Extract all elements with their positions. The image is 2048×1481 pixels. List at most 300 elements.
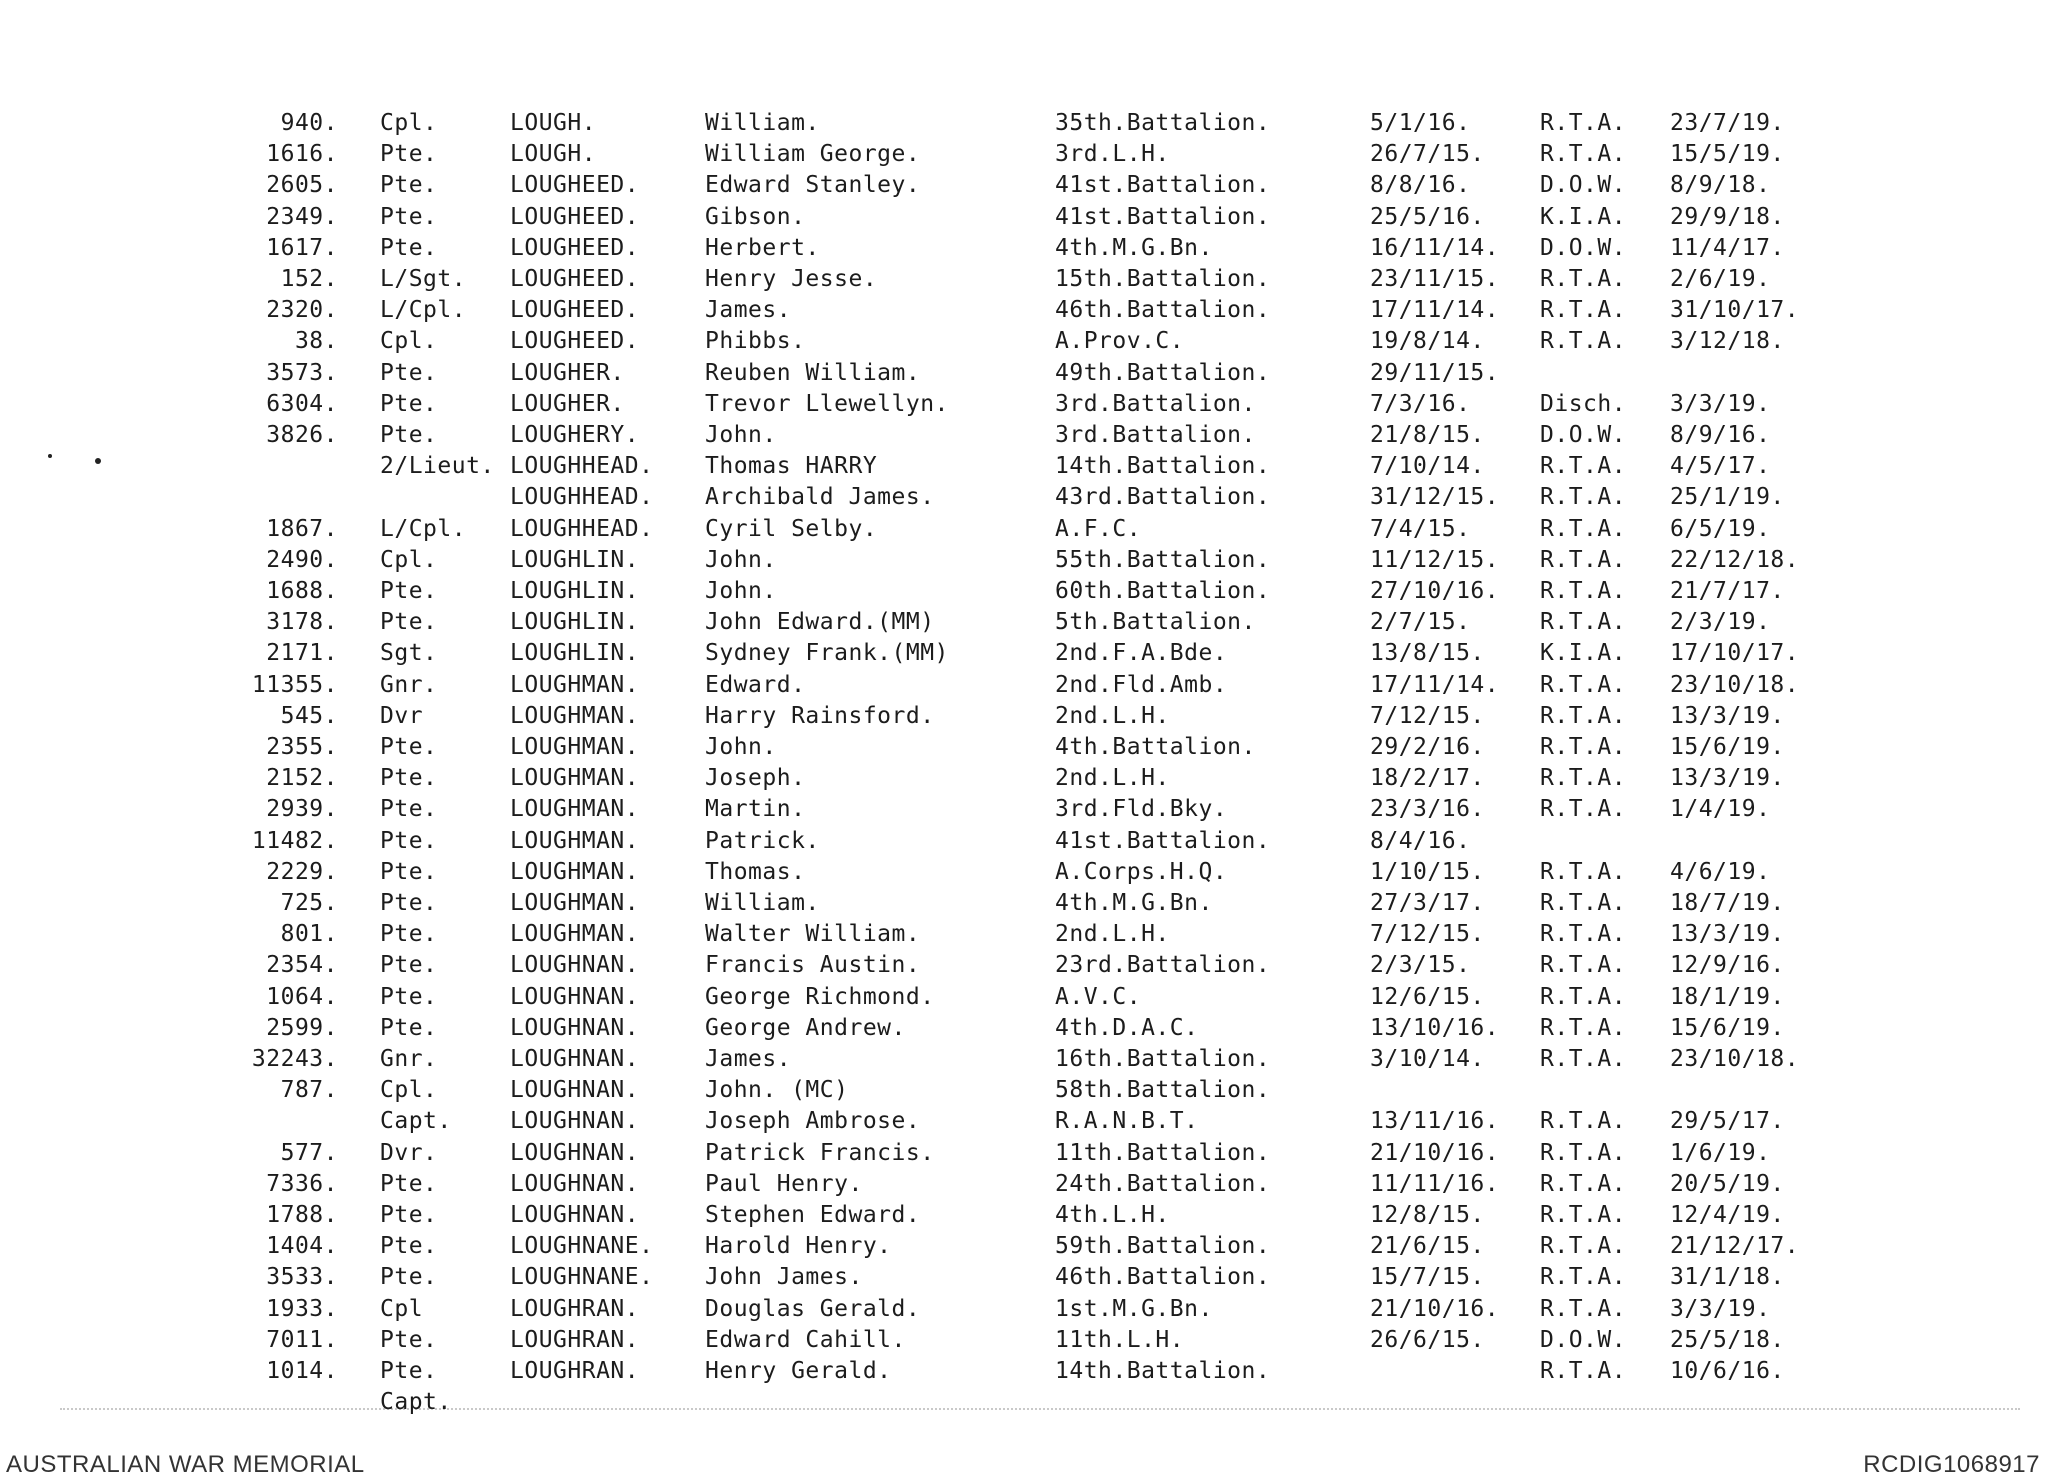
roll-entry — [0, 1262, 2048, 1292]
given-names: Douglas Gerald. — [705, 1295, 921, 1322]
rank: Pte. — [380, 796, 438, 823]
service-number: 7011. — [266, 1326, 338, 1353]
fate: R.T.A. — [1540, 1264, 1627, 1291]
surname: LOUGHMAN. — [510, 921, 640, 948]
roll-entry — [0, 233, 2048, 263]
unit: 3rd.L.H. — [1055, 141, 1170, 168]
unit: 4th.L.H. — [1055, 1202, 1170, 1228]
surname: LOUGHNAN. — [510, 1202, 640, 1228]
unit: 59th.Battalion. — [1055, 1233, 1271, 1260]
unit: 4th.M.G.Bn. — [1055, 234, 1213, 261]
given-names: Francis Austin. — [705, 952, 921, 979]
rank: Pte. — [380, 609, 438, 636]
fate-date: 21/7/17. — [1670, 578, 1785, 604]
enlistment-date: 27/10/16. — [1370, 578, 1500, 604]
unit: 4th.D.A.C. — [1055, 1014, 1199, 1041]
fate-date: 20/5/19. — [1670, 1170, 1785, 1197]
fate: R.T.A. — [1540, 1046, 1627, 1072]
enlistment-date: 23/3/16. — [1370, 796, 1485, 823]
roll-entry — [0, 170, 2048, 200]
fate: R.T.A. — [1540, 297, 1627, 324]
service-number: 1933. — [266, 1295, 338, 1322]
fate-date: 31/10/17. — [1670, 297, 1800, 324]
enlistment-date: 2/7/15. — [1370, 609, 1471, 636]
enlistment-date: 18/2/17. — [1370, 765, 1485, 792]
enlistment-date: 13/8/15. — [1370, 640, 1485, 667]
enlistment-date: 16/11/14. — [1370, 234, 1500, 261]
fate-date: 31/1/18. — [1670, 1264, 1785, 1291]
rank: Pte. — [380, 172, 438, 199]
given-names: Gibson. — [705, 203, 806, 230]
given-names: Phibbs. — [705, 328, 806, 355]
roll-entry — [0, 1325, 2048, 1355]
service-number: 2354. — [266, 952, 338, 979]
given-names: Trevor Llewellyn. — [705, 390, 949, 417]
fate: R.T.A. — [1540, 1202, 1627, 1228]
rank: Pte. — [380, 359, 438, 386]
given-names: John. — [705, 578, 777, 604]
enlistment-date: 13/10/16. — [1370, 1014, 1500, 1041]
unit: 3rd.Battalion. — [1055, 422, 1256, 448]
unit: A.V.C. — [1055, 983, 1142, 1010]
enlistment-date: 7/3/16. — [1370, 390, 1471, 417]
fate: R.T.A. — [1540, 671, 1627, 698]
fate: D.O.W. — [1540, 422, 1627, 448]
given-names: Edward. — [705, 671, 806, 698]
surname: LOUGHHEAD. — [510, 453, 654, 480]
given-names: Patrick Francis. — [705, 1139, 935, 1166]
service-number: 2349. — [266, 203, 338, 230]
roll-entry — [0, 514, 2048, 544]
given-names: Herbert. — [705, 234, 820, 261]
unit: 3rd.Battalion. — [1055, 390, 1256, 417]
fate-date: 25/1/19. — [1670, 484, 1785, 511]
service-number: 1688. — [266, 578, 338, 604]
roll-entry — [0, 982, 2048, 1012]
enlistment-date: 21/6/15. — [1370, 1233, 1485, 1260]
surname: LOUGHNAN. — [510, 1077, 640, 1104]
rank: Pte. — [380, 234, 438, 261]
surname: LOUGHNAN. — [510, 1170, 640, 1197]
rank: Cpl — [380, 1295, 424, 1322]
service-number: 3573. — [266, 359, 338, 386]
roll-entry — [0, 763, 2048, 793]
roll-entry — [0, 1106, 2048, 1136]
unit: 43rd.Battalion. — [1055, 484, 1271, 511]
fate: R.T.A. — [1540, 515, 1627, 542]
enlistment-date: 26/6/15. — [1370, 1326, 1485, 1353]
surname: LOUGHEED. — [510, 266, 640, 292]
fate-date: 3/3/19. — [1670, 1295, 1771, 1322]
given-names: George Richmond. — [705, 983, 935, 1010]
service-number: 787. — [280, 1077, 338, 1104]
unit: 58th.Battalion. — [1055, 1077, 1271, 1104]
fate: K.I.A. — [1540, 640, 1627, 667]
given-names: John James. — [705, 1264, 863, 1291]
fate-date: 3/3/19. — [1670, 390, 1771, 417]
enlistment-date: 12/8/15. — [1370, 1202, 1485, 1228]
fate-date: 22/12/18. — [1670, 546, 1800, 573]
roll-entry — [0, 358, 2048, 388]
service-number: 1404. — [266, 1233, 338, 1260]
roll-entry — [0, 857, 2048, 887]
fate: R.T.A. — [1540, 546, 1627, 573]
surname: LOUGHEED. — [510, 328, 640, 355]
surname: LOUGHER. — [510, 390, 625, 417]
given-names: William George. — [705, 141, 921, 168]
unit: 35th.Battalion. — [1055, 110, 1271, 136]
unit: 46th.Battalion. — [1055, 1264, 1271, 1291]
enlistment-date: 29/2/16. — [1370, 734, 1485, 760]
rank: Pte. — [380, 952, 438, 979]
surname: LOUGHNAN. — [510, 952, 640, 979]
fate-date: 4/5/17. — [1670, 453, 1771, 480]
roll-entry — [0, 607, 2048, 637]
fate-date: 6/5/19. — [1670, 515, 1771, 542]
fate-date: 12/4/19. — [1670, 1202, 1785, 1228]
fate: R.T.A. — [1540, 1108, 1627, 1135]
fate-date: 2/6/19. — [1670, 266, 1771, 292]
roll-entry — [0, 794, 2048, 824]
rank: L/Cpl. — [380, 515, 467, 542]
fate-date: 23/10/18. — [1670, 1046, 1800, 1072]
enlistment-date: 1/10/15. — [1370, 858, 1485, 885]
roll-entry — [0, 638, 2048, 668]
roll-entry — [0, 1075, 2048, 1105]
roll-entry — [0, 326, 2048, 356]
rank: L/Cpl. — [380, 297, 467, 324]
rank: Pte. — [380, 858, 438, 885]
roll-entry — [0, 545, 2048, 575]
fate: R.T.A. — [1540, 890, 1627, 916]
enlistment-date: 5/1/16. — [1370, 110, 1471, 136]
unit: 41st.Battalion. — [1055, 203, 1271, 230]
roll-entry — [0, 1013, 2048, 1043]
rank: Cpl. — [380, 110, 438, 136]
rank: Pte. — [380, 1326, 438, 1353]
surname: LOUGHNAN. — [510, 983, 640, 1010]
fate: R.T.A. — [1540, 266, 1627, 292]
service-number: 3533. — [266, 1264, 338, 1291]
rank: Pte. — [380, 1233, 438, 1260]
service-number: 1064. — [266, 983, 338, 1010]
unit: 1st.M.G.Bn. — [1055, 1295, 1213, 1322]
service-number: 2355. — [266, 734, 338, 760]
given-names: James. — [705, 297, 792, 324]
surname: LOUGHRAN. — [510, 1358, 640, 1384]
rank: Gnr. — [380, 1046, 438, 1072]
enlistment-date: 8/4/16. — [1370, 827, 1471, 854]
service-number: 7336. — [266, 1170, 338, 1197]
roll-entry — [0, 482, 2048, 512]
fate: R.T.A. — [1540, 983, 1627, 1010]
fate: D.O.W. — [1540, 1326, 1627, 1353]
enlistment-date: 15/7/15. — [1370, 1264, 1485, 1291]
roll-entry — [0, 1387, 2048, 1417]
surname: LOUGHNANE. — [510, 1264, 654, 1291]
fate-date: 3/12/18. — [1670, 328, 1785, 355]
given-names: Patrick. — [705, 827, 820, 854]
service-number: 725. — [280, 890, 338, 916]
given-names: Paul Henry. — [705, 1170, 863, 1197]
rank: Pte. — [380, 1264, 438, 1291]
rank: Pte. — [380, 734, 438, 760]
fate-date: 4/6/19. — [1670, 858, 1771, 885]
surname: LOUGHEED. — [510, 203, 640, 230]
rank: Pte. — [380, 890, 438, 916]
rank: Cpl. — [380, 1077, 438, 1104]
fate: D.O.W. — [1540, 234, 1627, 261]
fate-date: 1/4/19. — [1670, 796, 1771, 823]
surname: LOUGHER. — [510, 359, 625, 386]
surname: LOUGHMAN. — [510, 827, 640, 854]
unit: 2nd.L.H. — [1055, 921, 1170, 948]
fate-date: 15/6/19. — [1670, 1014, 1785, 1041]
roll-entry — [0, 670, 2048, 700]
rank: Pte. — [380, 203, 438, 230]
unit: 14th.Battalion. — [1055, 453, 1271, 480]
service-number: 2320. — [266, 297, 338, 324]
enlistment-date: 11/12/15. — [1370, 546, 1500, 573]
rank: Pte. — [380, 1170, 438, 1197]
unit: R.A.N.B.T. — [1055, 1108, 1199, 1135]
service-number: 152. — [280, 266, 338, 292]
service-number: 11482. — [251, 827, 338, 854]
fate: R.T.A. — [1540, 796, 1627, 823]
rank: Pte. — [380, 1358, 438, 1384]
surname: LOUGHNAN. — [510, 1108, 640, 1135]
fate-date: 25/5/18. — [1670, 1326, 1785, 1353]
roll-entry — [0, 826, 2048, 856]
roll-entry — [0, 451, 2048, 481]
roll-entry — [0, 576, 2048, 606]
service-number: 1788. — [266, 1202, 338, 1228]
fate-date: 21/12/17. — [1670, 1233, 1800, 1260]
given-names: Thomas HARRY — [705, 453, 878, 480]
roll-entry — [0, 139, 2048, 169]
fate-date: 8/9/18. — [1670, 172, 1771, 199]
fate: R.T.A. — [1540, 453, 1627, 480]
given-names: James. — [705, 1046, 792, 1072]
service-number: 2229. — [266, 858, 338, 885]
surname: LOUGHMAN. — [510, 858, 640, 885]
service-number: 577. — [280, 1139, 338, 1166]
unit: 23rd.Battalion. — [1055, 952, 1271, 979]
service-number: 32243. — [251, 1046, 338, 1072]
service-number: 545. — [280, 702, 338, 729]
surname: LOUGHLIN. — [510, 578, 640, 604]
fate-date: 2/3/19. — [1670, 609, 1771, 636]
enlistment-date: 26/7/15. — [1370, 141, 1485, 168]
fate: R.T.A. — [1540, 702, 1627, 729]
surname: LOUGHEED. — [510, 297, 640, 324]
rank: Pte. — [380, 983, 438, 1010]
rank: Pte. — [380, 921, 438, 948]
service-number: 6304. — [266, 390, 338, 417]
unit: 3rd.Fld.Bky. — [1055, 796, 1228, 823]
unit: A.Prov.C. — [1055, 328, 1185, 355]
unit: 11th.L.H. — [1055, 1326, 1185, 1353]
rank: Pte. — [380, 827, 438, 854]
surname: LOUGHEED. — [510, 234, 640, 261]
given-names: Henry Jesse. — [705, 266, 878, 292]
footer-identifier: RCDIG1068917 — [1863, 1451, 2040, 1478]
fate-date: 18/7/19. — [1670, 890, 1785, 916]
enlistment-date: 7/12/15. — [1370, 702, 1485, 729]
fate-date: 8/9/16. — [1670, 422, 1771, 448]
service-number: 3826. — [266, 422, 338, 448]
unit: 49th.Battalion. — [1055, 359, 1271, 386]
fate: R.T.A. — [1540, 1295, 1627, 1322]
given-names: John. (MC) — [705, 1077, 849, 1104]
enlistment-date: 17/11/14. — [1370, 297, 1500, 324]
service-number: 38. — [294, 328, 338, 355]
fate-date: 1/6/19. — [1670, 1139, 1771, 1166]
given-names: John. — [705, 422, 777, 448]
service-number: 2605. — [266, 172, 338, 199]
enlistment-date: 7/4/15. — [1370, 515, 1471, 542]
fate-date: 12/9/16. — [1670, 952, 1785, 979]
service-number: 2939. — [266, 796, 338, 823]
fate-date: 11/4/17. — [1670, 234, 1785, 261]
fate: R.T.A. — [1540, 578, 1627, 604]
surname: LOUGHMAN. — [510, 702, 640, 729]
surname: LOUGHERY. — [510, 422, 640, 448]
service-number: 2152. — [266, 765, 338, 792]
roll-entry — [0, 420, 2048, 450]
unit: 24th.Battalion. — [1055, 1170, 1271, 1197]
unit: 41st.Battalion. — [1055, 827, 1271, 854]
rank: Sgt. — [380, 640, 438, 667]
rank: Pte. — [380, 422, 438, 448]
unit: 2nd.L.H. — [1055, 702, 1170, 729]
given-names: Henry Gerald. — [705, 1358, 892, 1384]
unit: 55th.Battalion. — [1055, 546, 1271, 573]
fate-date: 10/6/16. — [1670, 1358, 1785, 1384]
given-names: John. — [705, 734, 777, 760]
fate-date: 13/3/19. — [1670, 702, 1785, 729]
unit: 2nd.Fld.Amb. — [1055, 671, 1228, 698]
rank: Pte. — [380, 578, 438, 604]
unit: 5th.Battalion. — [1055, 609, 1256, 636]
roll-entry — [0, 888, 2048, 918]
service-number: 1616. — [266, 141, 338, 168]
fate: R.T.A. — [1540, 1233, 1627, 1260]
rank: Dvr. — [380, 1139, 438, 1166]
enlistment-date: 19/8/14. — [1370, 328, 1485, 355]
given-names: Martin. — [705, 796, 806, 823]
surname: LOUGHHEAD. — [510, 484, 654, 511]
service-number: 2490. — [266, 546, 338, 573]
enlistment-date: 21/10/16. — [1370, 1295, 1500, 1322]
surname: LOUGHNAN. — [510, 1014, 640, 1041]
roll-entry — [0, 919, 2048, 949]
fate-date: 13/3/19. — [1670, 921, 1785, 948]
roll-entry — [0, 1356, 2048, 1386]
surname: LOUGHNANE. — [510, 1233, 654, 1260]
fate: R.T.A. — [1540, 1139, 1627, 1166]
surname: LOUGHMAN. — [510, 796, 640, 823]
enlistment-date: 29/11/15. — [1370, 359, 1500, 386]
surname: LOUGHEED. — [510, 172, 640, 199]
given-names: Sydney Frank.(MM) — [705, 640, 949, 667]
given-names: John. — [705, 546, 777, 573]
enlistment-date: 17/11/14. — [1370, 671, 1500, 698]
fate-date: 18/1/19. — [1670, 983, 1785, 1010]
fate-date: 29/5/17. — [1670, 1108, 1785, 1135]
unit: 2nd.F.A.Bde. — [1055, 640, 1228, 667]
fate: R.T.A. — [1540, 952, 1627, 979]
fate-date: 23/10/18. — [1670, 671, 1800, 698]
fate-date: 15/5/19. — [1670, 141, 1785, 168]
service-number: 801. — [280, 921, 338, 948]
service-number: 2599. — [266, 1014, 338, 1041]
rank: Cpl. — [380, 546, 438, 573]
service-number: 940. — [280, 110, 338, 136]
fate-date: 17/10/17. — [1670, 640, 1800, 667]
given-names: Walter William. — [705, 921, 921, 948]
unit: 60th.Battalion. — [1055, 578, 1271, 604]
unit: 15th.Battalion. — [1055, 266, 1271, 292]
given-names: William. — [705, 890, 820, 916]
fate: R.T.A. — [1540, 921, 1627, 948]
enlistment-date: 25/5/16. — [1370, 203, 1485, 230]
surname: LOUGHRAN. — [510, 1295, 640, 1322]
fate-date: 15/6/19. — [1670, 734, 1785, 760]
enlistment-date: 13/11/16. — [1370, 1108, 1500, 1135]
fate: R.T.A. — [1540, 1014, 1627, 1041]
surname: LOUGHMAN. — [510, 765, 640, 792]
rank: Cpl. — [380, 328, 438, 355]
fate: R.T.A. — [1540, 328, 1627, 355]
given-names: Reuben William. — [705, 359, 921, 386]
fate: R.T.A. — [1540, 484, 1627, 511]
surname: LOUGH. — [510, 141, 597, 168]
service-number: 3178. — [266, 609, 338, 636]
fate-date: 23/7/19. — [1670, 110, 1785, 136]
roll-entry — [0, 701, 2048, 731]
fate: K.I.A. — [1540, 203, 1627, 230]
roll-entry — [0, 1231, 2048, 1261]
roll-entry — [0, 295, 2048, 325]
roll-entry — [0, 264, 2048, 294]
fate: R.T.A. — [1540, 110, 1627, 136]
given-names: Edward Stanley. — [705, 172, 921, 199]
enlistment-date: 31/12/15. — [1370, 484, 1500, 511]
rank: Pte. — [380, 141, 438, 168]
rank: Dvr — [380, 702, 424, 729]
given-names: John Edward.(MM) — [705, 609, 935, 636]
fate: R.T.A. — [1540, 858, 1627, 885]
given-names: William. — [705, 110, 820, 136]
enlistment-date: 3/10/14. — [1370, 1046, 1485, 1072]
given-names: Harry Rainsford. — [705, 702, 935, 729]
roll-entry — [0, 108, 2048, 138]
unit: 16th.Battalion. — [1055, 1046, 1271, 1072]
unit: A.Corps.H.Q. — [1055, 858, 1228, 885]
surname: LOUGHNAN. — [510, 1046, 640, 1072]
enlistment-date: 23/11/15. — [1370, 266, 1500, 292]
enlistment-date: 27/3/17. — [1370, 890, 1485, 916]
surname: LOUGHMAN. — [510, 734, 640, 760]
unit: 46th.Battalion. — [1055, 297, 1271, 324]
roll-entry — [0, 950, 2048, 980]
rank: Pte. — [380, 1014, 438, 1041]
fate-date: 13/3/19. — [1670, 765, 1785, 792]
enlistment-date: 7/12/15. — [1370, 921, 1485, 948]
roll-entry — [0, 1138, 2048, 1168]
fate-date: 29/9/18. — [1670, 203, 1785, 230]
